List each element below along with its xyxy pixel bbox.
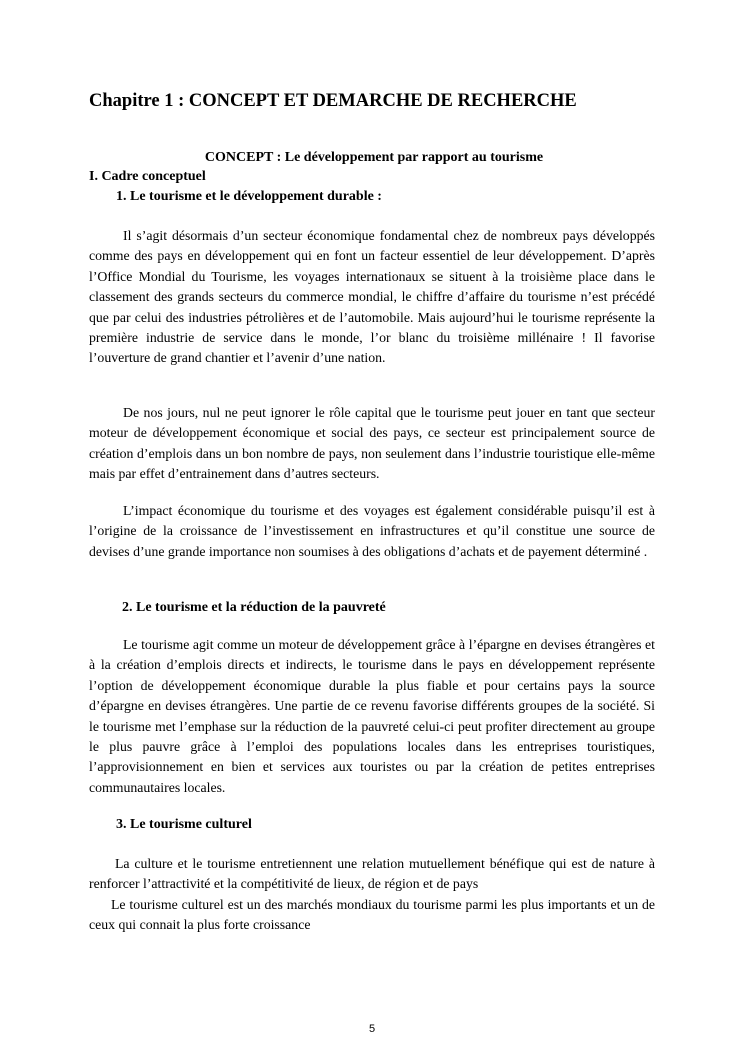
page-number: 5 (368, 1023, 376, 1035)
section-heading-cadre-conceptuel: I. Cadre conceptuel (89, 169, 206, 184)
subsection-heading-developpement-durable: 1. Le tourisme et le développement durable : (116, 189, 382, 204)
paragraph-impact-economique: L’impact économique du tourisme et des voyages est également considérable puisqu’il est à l’origine de la croissance de l’investissement en infrastructures et qu’il constitue une source de devises d’une grande importance non soumises à des obligations d’achats et de payement déterminé . (89, 503, 655, 559)
concept-title (0, 149, 744, 167)
paragraph-culture-tourisme: La culture et le tourisme entretiennent une relation mutuellement bénéfique qui est de nature à renforcer l’attractivité et la compétitivité de lieux, de région et de pays (89, 856, 655, 892)
paragraph-tourisme-culturel-marche: Le tourisme culturel est un des marchés mondiaux du tourisme parmi les plus importants et un de ceux qui connait la plus forte croissance (89, 897, 655, 933)
subsection-heading-reduction-pauvrete: 2. Le tourisme et la réduction de la pauvreté (122, 600, 386, 615)
chapter-title: Chapitre 1 : CONCEPT ET DEMARCHE DE RECHERCHE (89, 91, 577, 111)
concept-title-text: CONCEPT : Le développement par rapport au tourisme (204, 150, 544, 165)
paragraph-moteur-developpement: Le tourisme agit comme un moteur de développement grâce à l’épargne en devises étrangères et à la création d’emplois directs et indirects, le tourisme dans le pays en développement représente l’option de développement économique durable la plus fiable et pour certains pays la source d’épargne en devises étrangères. Une partie de ce revenu favorise différents groupes de la société. Si le tourisme met l’emphase sur la réduction de la pauvreté celui-ci peut profiter directement au groupe le plus pauvre grâce à l’emploi des populations locales dans les entreprises touristiques, l’approvisionnement en bien et services aux touristes ou par la création de petites entreprises communautaires locales. (89, 637, 655, 795)
paragraph-role-capital: De nos jours, nul ne peut ignorer le rôle capital que le tourisme peut jouer en tant que secteur moteur de développement économique et social des pays, ce secteur est principalement source de création d’emplois dans un bon nombre de pays, non seulement dans l’industrie touristique elle-même mais par effet d’entrainement dans d’autres secteurs. (89, 405, 655, 482)
paragraph-secteur-economique: Il s’agit désormais d’un secteur économique fondamental chez de nombreux pays développés comme des pays en développement qui en font un facteur essentiel de leur développement. D’après l’Office Mondial du Tourisme, les voyages internationaux se situent à la troisième place dans le classement des grands secteurs du commerce mondial, le chiffre d’affaire du tourisme n’est précédé que par celui des industries pétrolières et de l’automobile. Mais aujourd’hui le tourisme représente la première industrie de service dans le monde, l’or blanc du troisième millénaire ! Il favorise l’ouverture de grand chantier et l’avenir d’une nation. (89, 228, 655, 366)
subsection-heading-tourisme-culturel: 3. Le tourisme culturel (116, 817, 252, 832)
